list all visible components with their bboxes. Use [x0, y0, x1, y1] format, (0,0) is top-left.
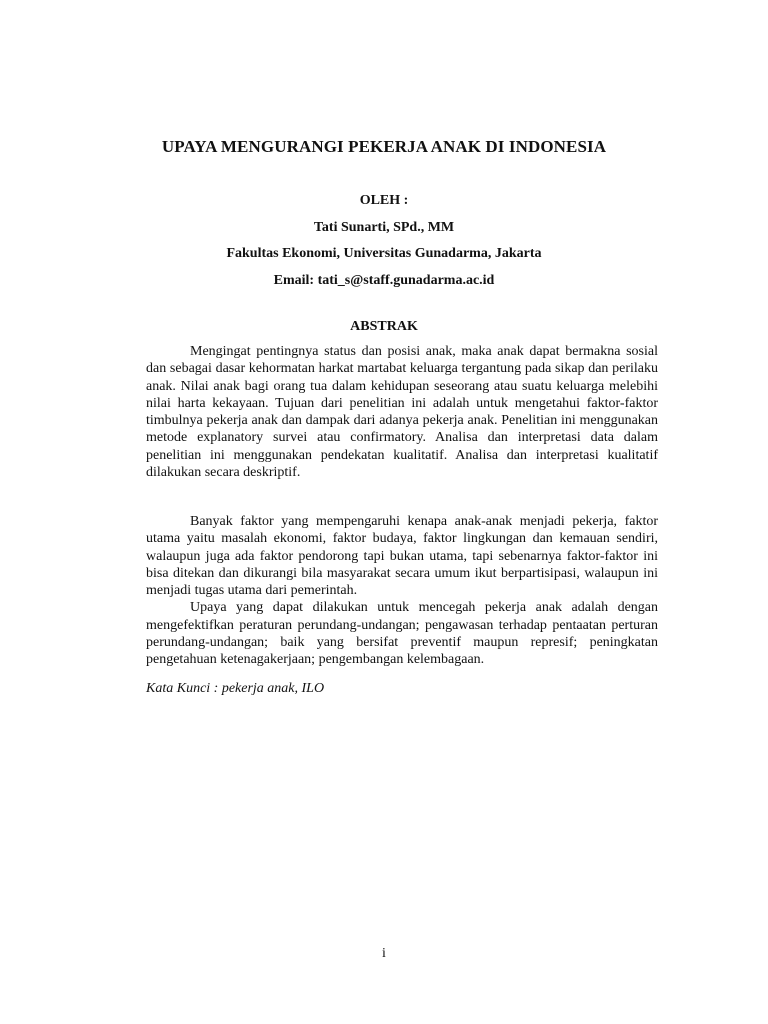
paragraph-factors: Banyak faktor yang mempengaruhi kenapa anak-anak menjadi pekerja, faktor utama yaitu masalah ekonomi, faktor budaya, faktor lingkungan dan kemauan sendiri, walaupun juga ada faktor pendorong tapi bukan utama, tapi sebenarnya faktor-faktor ini bisa ditekan dan dikurangi bila masyarakat secara umum ikut berpartisipasi, walaupun ini menjadi tugas utama dari pemerintah. [146, 514, 658, 599]
abstract-paragraph-block [146, 343, 658, 481]
document-title: UPAYA MENGURANGI PEKERJA ANAK DI INDONESIA [161, 137, 607, 156]
abstract-heading: ABSTRAK [350, 319, 418, 334]
author-affiliation: Fakultas Ekonomi, Universitas Gunadarma, Jakarta [226, 246, 542, 261]
author-email: Email: tati_s@staff.gunadarma.ac.id [273, 273, 495, 288]
summary-paragraphs [146, 513, 658, 669]
keywords: Kata Kunci : pekerja anak, ILO [146, 681, 325, 696]
abstract-paragraph: Mengingat pentingnya status dan posisi anak, maka anak dapat bermakna sosial dan sebagai dasar kehormatan harkat martabat keluarga tergantung pada sikap dan perilaku anak. Nilai anak bagi orang tua dalam kehidupan seseorang atau suatu keluarga melebihi nilai harta kekayaan. Tujuan dari penelitian ini adalah untuk mengetahui faktor-faktor timbulnya pekerja anak dan dampak dari adanya pekerja anak. Penelitian ini menggunakan metode explanatory survei atau confirmatory. Analisa dan interpretasi data dalam penelitian ini menggunakan pendekatan kualitatif. Analisa dan interpretasi kualitatif dilakukan secara deskriptif. [146, 344, 658, 481]
author-name: Tati Sunarti, SPd., MM [313, 220, 455, 235]
page-number: i [382, 946, 386, 961]
paragraph-prevention: Upaya yang dapat dilakukan untuk mencegah pekerja anak adalah dengan mengefektifkan peraturan perundang-undangan; pengawasan terhadap pentaatan perturan perundang-undangan; baik yang bersifat preventif maupun represif; peningkatan pengetahuan ketenagakerjaan; pengembangan kelembagaan. [146, 600, 658, 668]
byline-label: OLEH : [359, 193, 409, 208]
